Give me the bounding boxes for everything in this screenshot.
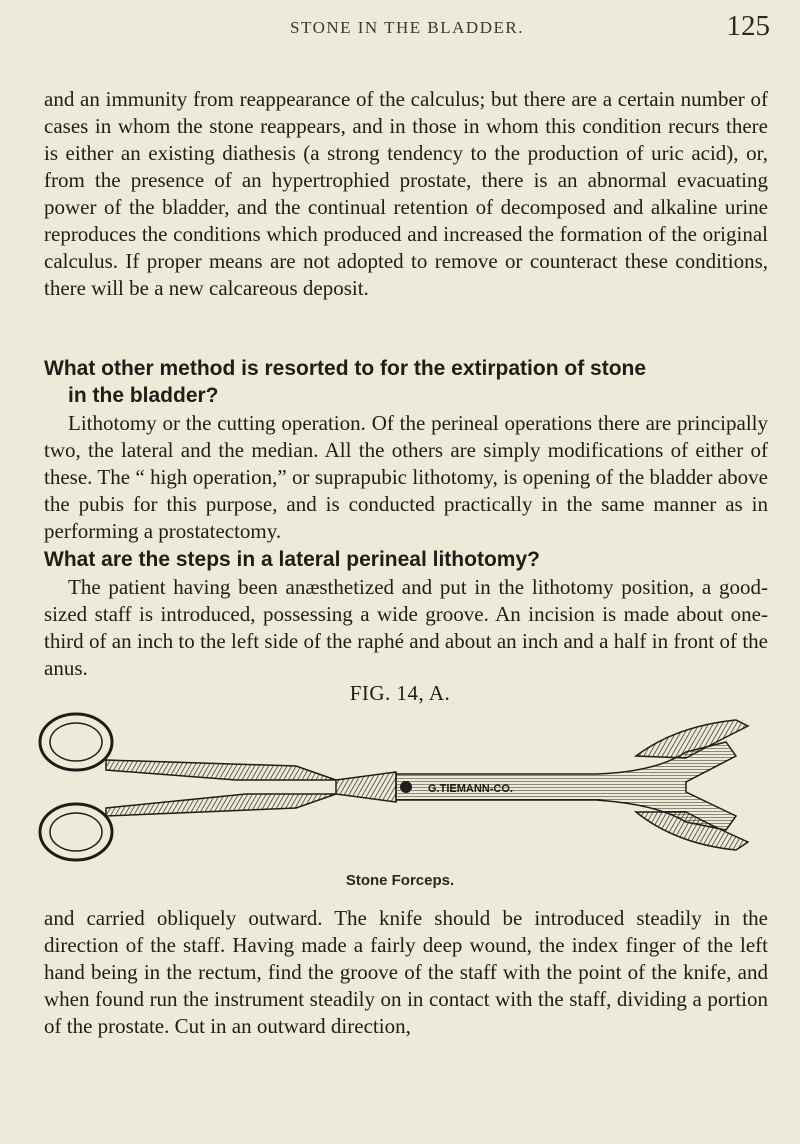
maker-stamp: G.TIEMANN-CO. [428,783,513,795]
question-lateral-lithotomy: What are the steps in a lateral perineal lithotomy? [44,548,540,571]
question-line-1: What other method is resorted to for the extirpation of stone [44,357,647,380]
paragraph-steps: The patient having been anæsthetized and put in the lithotomy position, a good-sized staff is introduced, possessing a wide groove. An incision is made about one-third of an inch to the left side of the raphé and about an inch and a half in front of the anus. [44,575,768,680]
paragraph-reappearance: and an immunity from reappearance of the calculus; but there are a certain number of cases in whom the stone reappears, and in those in whom this condition recurs there is either an existing diathesis (a strong tendency to the production of uric acid), or, from the presence of an hypertrophied prostate, there is an abnormal evacuating power of the bladder, and the continual retention of decomposed and alkaline urine reproduces the conditions which produced and increased the formation of the original calculus. If proper means are not adopted to remove or counteract these conditions, there will be a new calcareous deposit. [44,87,768,300]
page-number: 125 [726,10,770,42]
lower-shank [106,794,336,816]
forceps-drawing [36,712,766,864]
upper-shank [106,760,336,780]
paragraph-lithotomy: Lithotomy or the cutting operation. Of the perineal operations there are principally two, the lateral and the median. All the others are simply modifications of either of these. The “ high operation,” or suprapubic lithotomy, is opening of the bladder above the pubis for this purpose, and is conducted practically in the same manner as in performing a prostatectomy. [44,411,768,543]
running-head [44,8,770,48]
question-extirpation [44,355,768,409]
stone-forceps-illustration [36,712,766,864]
question-line-2: in the bladder? [68,384,219,407]
figure-label: Stone Forceps. [345,872,455,889]
figure-caption: FIG. 14, A. [349,681,451,705]
lower-ring-handle [40,804,112,860]
paragraph-knife: and carried obliquely outward. The knife should be introduced steadily in the direction of the staff. Having made a fairly deep wound, the index finger of the left hand being in the rectum, find the groove of the staff with the point of the knife, and when found run the instrument steadily on in contact with the staff, dividing a portion of the prostate. Cut in an outward direction, [44,906,768,1038]
running-title: STONE IN THE BLADDER. [290,18,524,37]
upper-ring-handle [40,714,112,770]
